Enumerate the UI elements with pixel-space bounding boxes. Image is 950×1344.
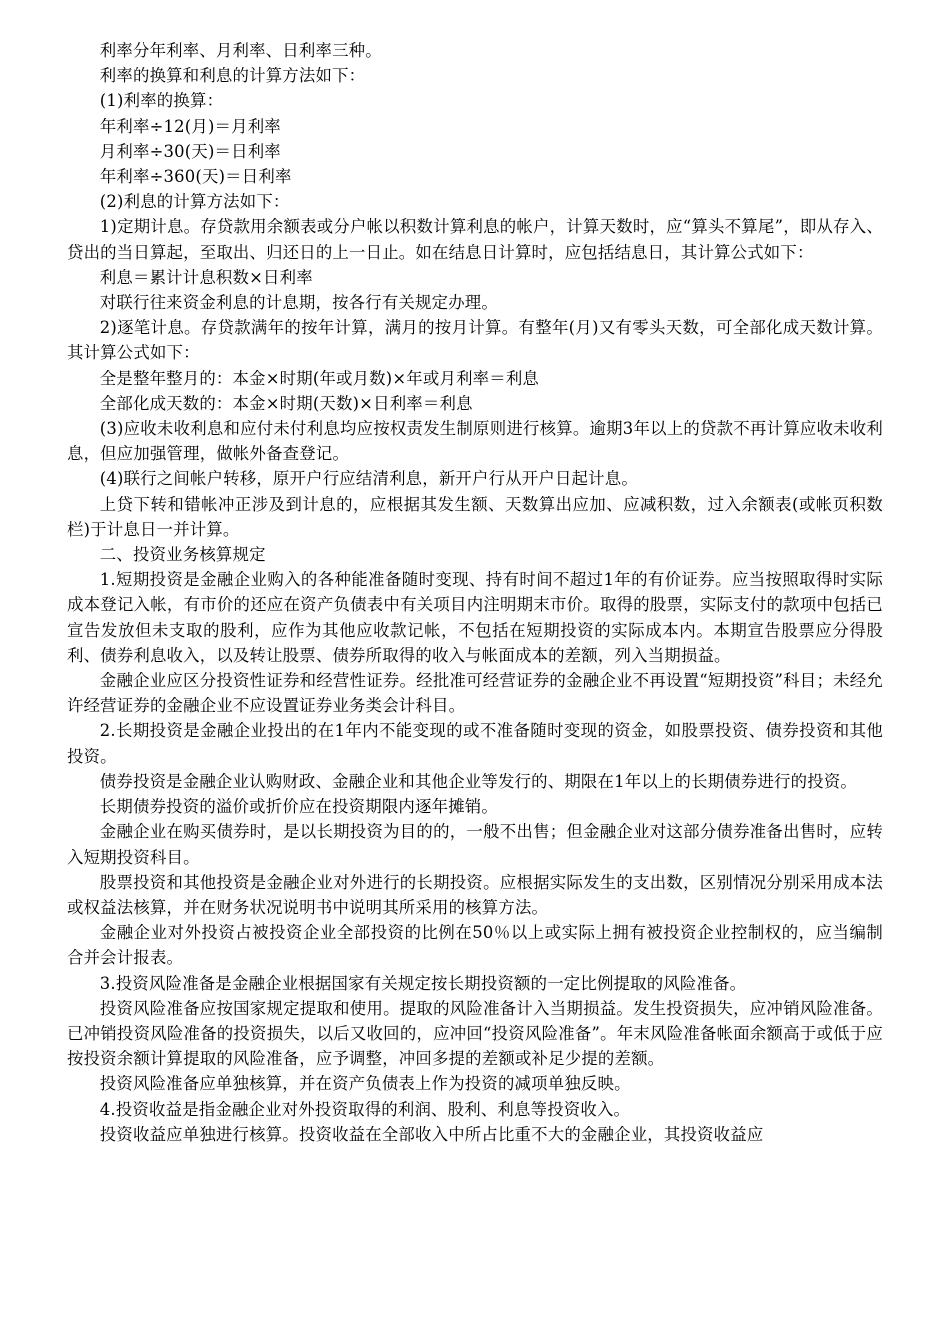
document-body	[67, 38, 883, 1147]
paragraph-consolidation: 金融企业对外投资占被投资企业全部投资的比例在50％以上或实际上拥有被投资企业控制权的，应当编制合并会计报表。	[67, 923, 883, 968]
section-heading-investment: 二、投资业务核算规定	[99, 545, 266, 565]
paragraph-bond-sale: 金融企业在购买债券时，是以长期投资为目的的，一般不出售；但金融企业对这部分债券准备出售时，应转入短期投资科目。	[67, 822, 883, 867]
paragraph-long-term-investment: 2.长期投资是金融企业投出的在1年内不能变现的或不准备随时变现的资金，如股票投资、债券投资和其他投资。	[67, 721, 883, 766]
paragraph-interest-calc-heading: (2)利息的计算方法如下：	[99, 192, 290, 212]
paragraph-risk-reserve-definition: 3.投资风险准备是金融企业根据国家有关规定按长期投资额的一定比例提取的风险准备。	[99, 973, 747, 993]
formula-days: 全部化成天数的：本金×时期(天数)×日利率＝利息	[99, 393, 473, 413]
paragraph-error-correction: 上贷下转和错帐冲正涉及到计息的，应根据其发生额、天数算出应加、应减积数，过入余额表(或帐页积数栏)于计息日一并计算。	[67, 494, 883, 539]
paragraph-bond-investment: 债券投资是金融企业认购财政、金融企业和其他企业等发行的、期限在1年以上的长期债券进行的投资。	[99, 771, 858, 791]
paragraph-calc-intro: 利率的换算和利息的计算方法如下：	[99, 66, 366, 86]
paragraph-rate-conversion-heading: (1)利率的换算：	[99, 91, 224, 111]
paragraph-interbank-interest: 对联行往来资金利息的计息期，按各行有关规定办理。	[99, 293, 498, 313]
paragraph-securities-classification: 金融企业应区分投资性证券和经营性证券。经批准可经营证券的金融企业不再设置“短期投资”科目；未经允许经营证券的金融企业不应设置证券业务类会计科目。	[67, 671, 883, 716]
formula-whole-periods: 全是整年整月的：本金×时期(年或月数)×年或月利率＝利息	[99, 368, 540, 388]
paragraph-periodic-interest: 1)定期计息。存贷款用余额表或分户帐以积数计算利息的帐户，计算天数时，应“算头不算尾”，即从存入、贷出的当日算起，至取出、归还日的上一日止。如在结息日计算时，应包括结息日，其计算公式如下：	[67, 217, 883, 262]
paragraph-risk-reserve-reporting: 投资风险准备应单独核算，并在资产负债表上作为投资的减项单独反映。	[99, 1074, 631, 1094]
paragraph-investment-income-accounting: 投资收益应单独进行核算。投资收益在全部收入中所占比重不大的金融企业，其投资收益应	[99, 1124, 764, 1144]
formula-annual-to-daily: 年利率÷360(天)＝日利率	[99, 167, 292, 187]
formula-monthly-to-daily: 月利率÷30(天)＝日利率	[99, 141, 281, 161]
formula-annual-to-monthly: 年利率÷12(月)＝月利率	[99, 116, 281, 136]
formula-interest-product: 利息＝累计计息积数×日利率	[99, 267, 313, 287]
paragraph-bond-amortization: 长期债券投资的溢价或折价应在投资期限内逐年摊销。	[99, 797, 498, 817]
paragraph-investment-income-definition: 4.投资收益是指金融企业对外投资取得的利润、股利、利息等投资收入。	[99, 1099, 631, 1119]
paragraph-itemized-interest: 2)逐笔计息。存贷款满年的按年计算，满月的按月计算。有整年(月)又有零头天数，可全部化成天数计算。其计算公式如下：	[67, 318, 883, 363]
paragraph-risk-reserve-usage: 投资风险准备应按国家规定提取和使用。提取的风险准备计入当期损益。发生投资损失，应冲销风险准备。已冲销投资风险准备的投资损失，以后又收回的，应冲回“投资风险准备”。年末风险准备帐面余额高于或低于应按投资余额计算提取的风险准备，应予调整，冲回多提的差额或补足少提的差额。	[67, 998, 883, 1069]
paragraph-short-term-investment: 1.短期投资是金融企业购入的各种能准备随时变现、持有时间不超过1年的有价证券。应当按照取得时实际成本登记入帐，有市价的还应在资产负债表中有关项目内注明期末市价。取得的股票，实际支付的款项中包括已宣告发放但未支取的股利，应作为其他应收款记帐，不包括在短期投资的实际成本内。本期宣告股票应分得股利、债券利息收入，以及转让股票、债券所取得的收入与帐面成本的差额，列入当期损益。	[67, 570, 883, 665]
paragraph-equity-investment: 股票投资和其他投资是金融企业对外进行的长期投资。应根据实际发生的支出数，区别情况分别采用成本法或权益法核算，并在财务状况说明书中说明其所采用的核算方法。	[67, 872, 883, 917]
paragraph-accrued-interest: (3)应收未收利息和应付未付利息均应按权责发生制原则进行核算。逾期3年以上的贷款不再计算应收未收利息，但应加强管理，做帐外备查登记。	[67, 419, 883, 464]
paragraph-account-transfer: (4)联行之间帐户转移，原开户行应结清利息，新开户行从开户日起计息。	[99, 469, 638, 489]
paragraph-interest-rate-types: 利率分年利率、月利率、日利率三种。	[99, 41, 382, 60]
